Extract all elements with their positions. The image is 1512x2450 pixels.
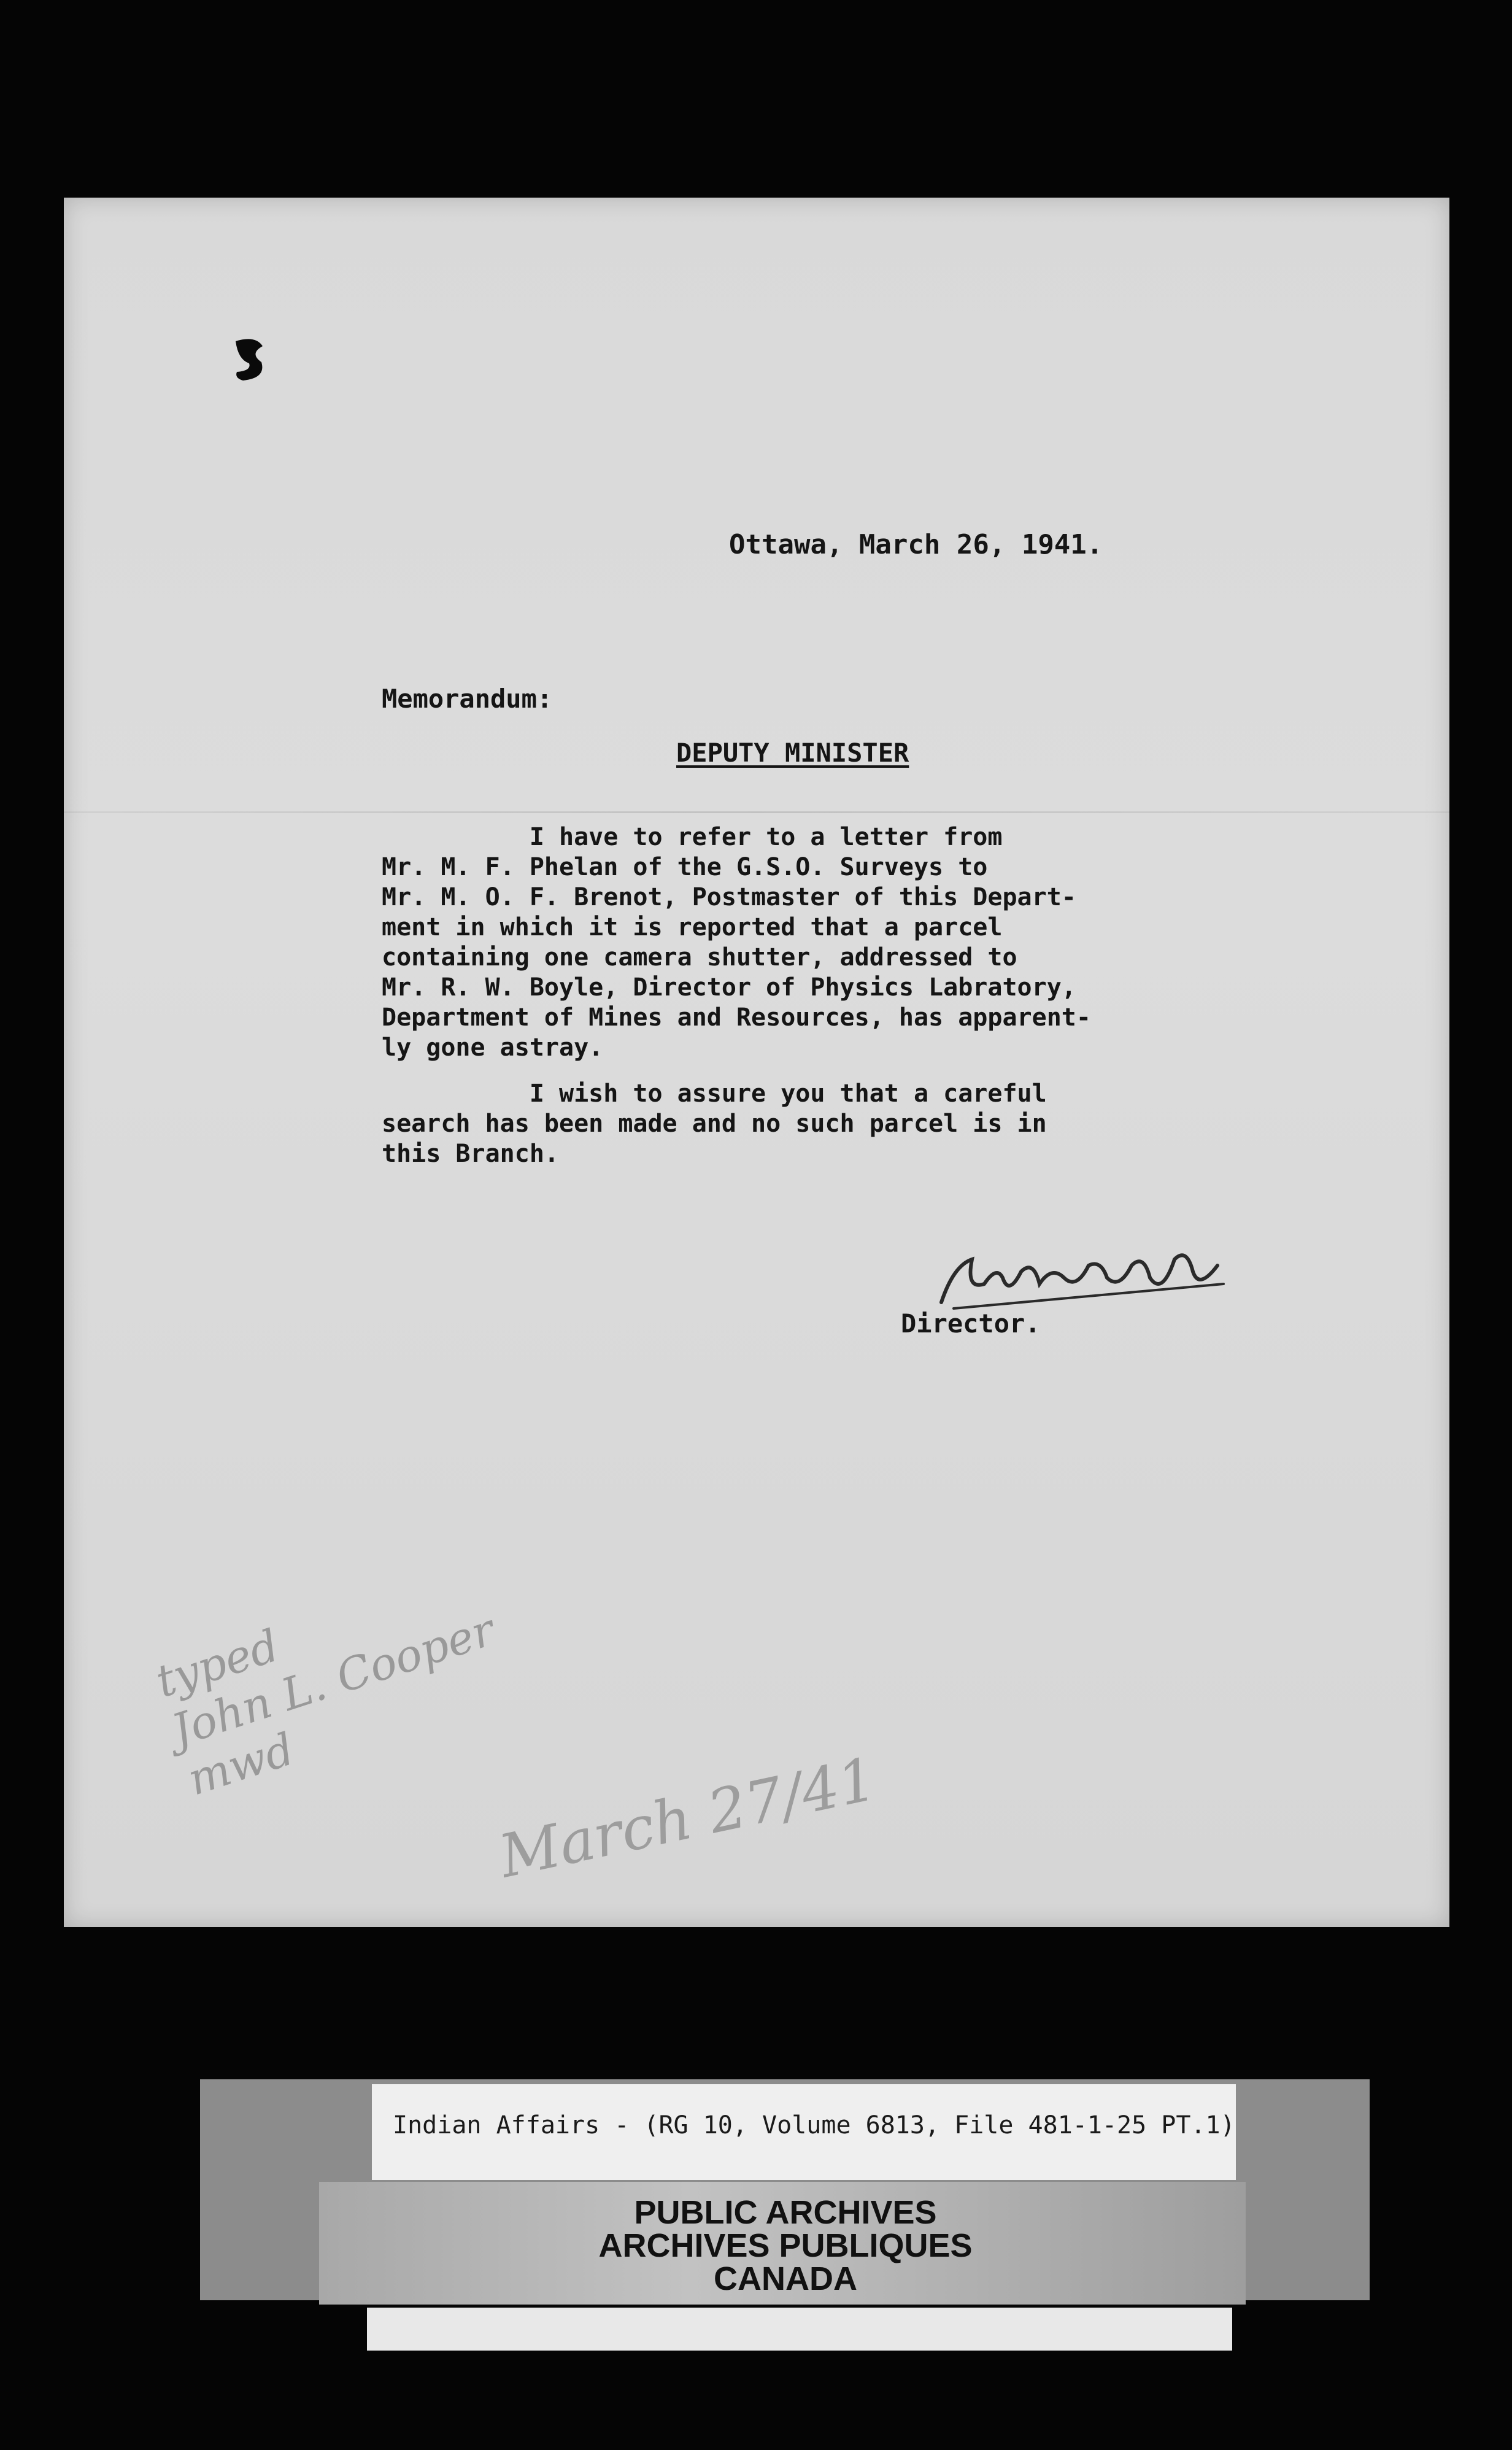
stamp-line: PUBLIC ARCHIVES [634, 2194, 937, 2231]
memorandum-page [64, 198, 1449, 1927]
paragraph-line: I wish to assure you that a careful [382, 1080, 1047, 1108]
handwritten-date-note: March 27/41 [493, 1744, 882, 1892]
paragraph-line: this Branch. [382, 1140, 559, 1168]
handwritten-typed-note: typed John L. Cooper mwd [150, 1604, 501, 1806]
memo-label: Memorandum: [382, 684, 553, 714]
body-paragraph-1 [382, 822, 1091, 1063]
paragraph-line: search has been made and no such parcel is in [382, 1110, 1047, 1138]
stamp-line: ARCHIVES PUBLIQUES [598, 2227, 973, 2264]
paragraph-line: containing one camera shutter, addressed to [382, 943, 1017, 972]
paragraph-line: I have to refer to a letter from [382, 823, 1003, 851]
paragraph-line: ment in which it is reported that a parcel [382, 913, 1003, 941]
date-line: Ottawa, March 26, 1941. [729, 529, 1103, 560]
paragraph-line: Mr. M. O. F. Brenot, Postmaster of this Depart- [382, 883, 1076, 911]
archive-reference-text: Indian Affairs - (RG 10, Volume 6813, File 481-1-25 PT.1) [393, 2111, 1235, 2139]
stamp-line: CANADA [714, 2260, 857, 2297]
fold-line [64, 811, 1449, 813]
corner-punch-mark [231, 335, 268, 383]
signature-title: Director. [901, 1308, 1041, 1339]
paragraph-line: Department of Mines and Resources, has apparent- [382, 1003, 1091, 1032]
paragraph-line: Mr. R. W. Boyle, Director of Physics Labratory, [382, 973, 1076, 1002]
body-paragraph-2 [382, 1079, 1047, 1169]
paragraph-line: Mr. M. F. Phelan of the G.S.O. Surveys to [382, 853, 988, 881]
archive-stamp [466, 2196, 1105, 2295]
archive-label-bottom-strip [367, 2308, 1232, 2351]
addressee-heading: DEPUTY MINISTER [676, 738, 909, 768]
paragraph-line: ly gone astray. [382, 1034, 604, 1062]
